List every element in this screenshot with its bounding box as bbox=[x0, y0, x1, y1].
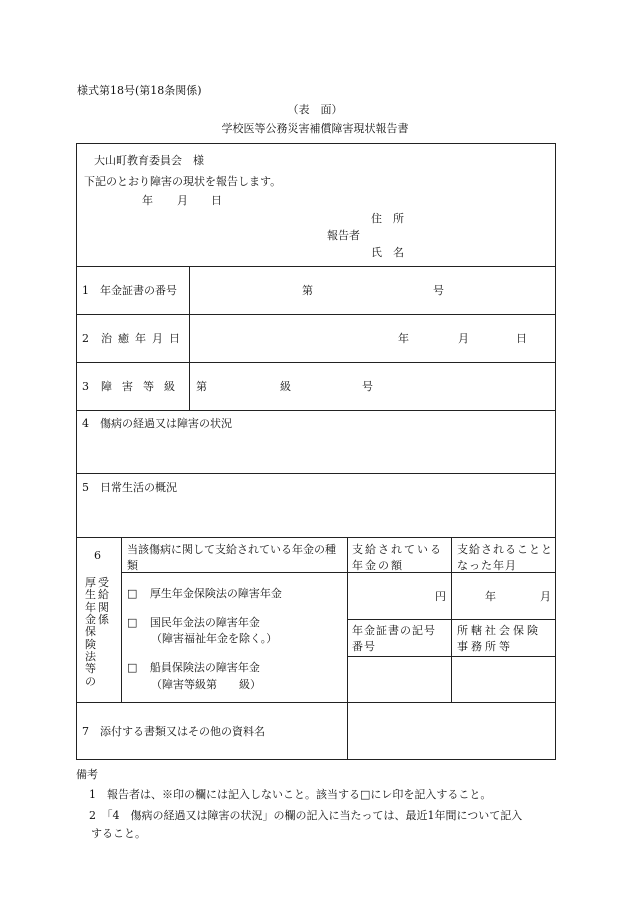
reporter-label: 報告者 bbox=[327, 229, 360, 242]
cure-date-label-text: 治癒年月日 bbox=[101, 332, 186, 345]
pension-section-vertical-label bbox=[79, 577, 115, 692]
form-title: 学校医等公務災害補償障害現状報告書 bbox=[221, 122, 409, 135]
pension-start-month: 月 bbox=[540, 590, 551, 603]
vertical-char: 受 bbox=[98, 576, 109, 589]
option-text: 厚生年金保険法の障害年金 bbox=[149, 587, 282, 600]
addressee: 大山町教育委員会 様 bbox=[94, 154, 204, 167]
disability-grade-label bbox=[101, 381, 185, 392]
vertical-char: 保 bbox=[85, 625, 96, 639]
option-text: 船員保険法の障害年金 bbox=[149, 661, 260, 674]
vertical-char: 厚 bbox=[85, 576, 96, 589]
vertical-char: の bbox=[85, 674, 96, 688]
disability-grade-item: 号 bbox=[362, 380, 373, 393]
vertical-char: 関 bbox=[98, 600, 109, 614]
pension-type-header: 当該傷病に関して支給されている年金の種類 bbox=[127, 543, 336, 572]
report-statement: 下記のとおり障害の現状を報告します。 bbox=[84, 175, 282, 188]
column-divider bbox=[451, 537, 452, 702]
row-divider bbox=[76, 537, 556, 538]
note-item-continued: すること。 bbox=[91, 827, 146, 840]
pension-number-label: 1 年金証書の番号 bbox=[82, 284, 177, 297]
condition-label: 4 傷病の経過又は障害の状況 bbox=[82, 417, 232, 430]
option-text: 国民年金法の障害年金 bbox=[149, 616, 260, 629]
date-day: 日 bbox=[211, 194, 222, 207]
vertical-char: 年 bbox=[85, 600, 96, 614]
disability-grade-grade: 級 bbox=[280, 380, 291, 393]
pension-number-prefix: 第 bbox=[302, 284, 313, 297]
daily-life-label: 5 日常生活の概況 bbox=[82, 481, 177, 494]
cure-date-num: 2 bbox=[82, 332, 89, 345]
note-item: 1 報告者は、※印の欄には記入しないこと。該当する□にレ印を記入すること。 bbox=[89, 788, 492, 801]
pension-number-suffix: 号 bbox=[433, 284, 444, 297]
date-year: 年 bbox=[142, 194, 153, 207]
pension-option-seamen bbox=[127, 662, 260, 673]
pension-start-year: 年 bbox=[485, 590, 496, 603]
address-label: 住 所 bbox=[371, 212, 404, 225]
pension-amount-yen: 円 bbox=[435, 590, 446, 603]
vertical-char: 法 bbox=[85, 649, 96, 663]
vertical-label-column bbox=[85, 577, 96, 692]
vertical-label-column bbox=[98, 577, 109, 692]
row-divider bbox=[76, 362, 556, 363]
side-label: （表 面） bbox=[287, 103, 343, 116]
pension-section-num: 6 bbox=[94, 549, 101, 562]
column-divider bbox=[347, 537, 348, 760]
date-month: 月 bbox=[177, 194, 188, 207]
row-divider bbox=[76, 410, 556, 411]
social-insurance-office-header: 所轄社会保険事務所等 bbox=[457, 624, 541, 653]
cure-date-year: 年 bbox=[398, 332, 409, 345]
pension-option-national-sub: （障害福祉年金を除く。） bbox=[151, 632, 278, 645]
cure-date-month: 月 bbox=[458, 332, 469, 345]
vertical-char: 等 bbox=[85, 662, 96, 676]
row-divider bbox=[76, 473, 556, 474]
vertical-char: 生 bbox=[85, 588, 96, 602]
row-divider bbox=[76, 702, 556, 703]
form-number: 様式第18号(第18条関係) bbox=[77, 84, 202, 97]
notes-heading: 備考 bbox=[76, 768, 98, 781]
disability-grade-label-text: 障害等級 bbox=[101, 380, 185, 393]
checkbox-icon[interactable]: □ bbox=[127, 661, 138, 674]
pension-amount-header: 支給されている年金の額 bbox=[352, 543, 443, 572]
checkbox-icon[interactable]: □ bbox=[127, 616, 138, 629]
row-divider bbox=[76, 266, 556, 267]
column-divider bbox=[121, 537, 122, 702]
vertical-char: 険 bbox=[85, 637, 96, 651]
disability-grade-num: 3 bbox=[82, 380, 89, 393]
note-item: 2 「4 傷病の経過又は障害の状況」の欄の記入に当たっては、最近1年間について記入 bbox=[89, 809, 523, 822]
vertical-char: 金 bbox=[85, 612, 96, 626]
vertical-char: 係 bbox=[98, 612, 109, 626]
row-divider bbox=[76, 314, 556, 315]
disability-grade-prefix: 第 bbox=[196, 380, 207, 393]
pension-option-national bbox=[127, 617, 260, 628]
pension-start-header: 支給されることとなった年月 bbox=[457, 543, 553, 572]
pension-option-welfare bbox=[127, 588, 282, 599]
checkbox-icon[interactable]: □ bbox=[127, 587, 138, 600]
pension-option-seamen-sub: （障害等級第 級） bbox=[151, 678, 261, 691]
certificate-number-header: 年金証書の記号番号 bbox=[352, 624, 436, 653]
cure-date-day: 日 bbox=[516, 332, 527, 345]
vertical-char: 給 bbox=[98, 588, 109, 602]
attachments-label: 7 添付する書類又はその他の資料名 bbox=[82, 725, 265, 738]
name-label: 氏 名 bbox=[371, 246, 404, 259]
column-divider bbox=[189, 266, 190, 410]
cure-date-label bbox=[101, 332, 186, 345]
